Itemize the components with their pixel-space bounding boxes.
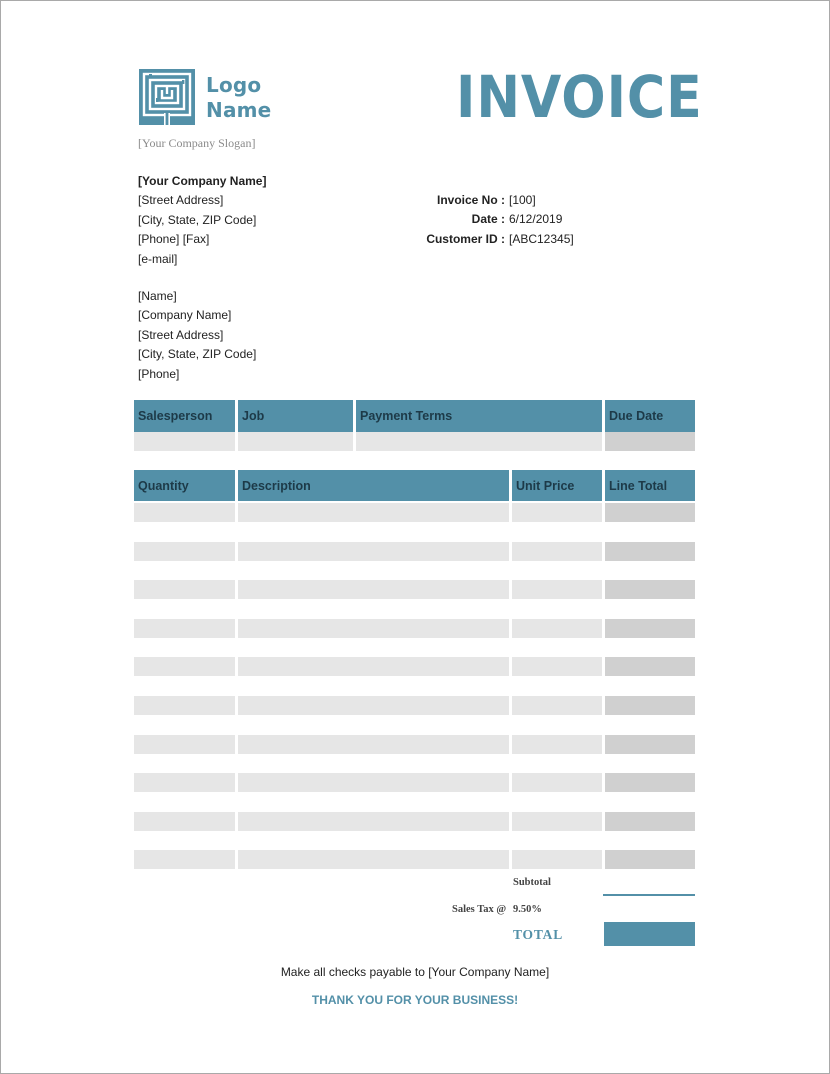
line-total-cell[interactable] — [605, 793, 695, 812]
quantity-cell[interactable] — [134, 522, 235, 541]
description-cell[interactable] — [238, 677, 509, 696]
header-payment-terms: Payment Terms — [356, 400, 602, 432]
quantity-cell[interactable] — [134, 831, 235, 850]
line-total-cell[interactable] — [605, 522, 695, 541]
quantity-cell[interactable] — [134, 619, 235, 638]
recipient-name: [Name] — [138, 289, 177, 303]
unit-price-cell[interactable] — [512, 677, 602, 696]
maze-logo-icon — [139, 69, 195, 125]
thank-you-note: THANK YOU FOR YOUR BUSINESS! — [311, 993, 519, 1007]
line-total-cell[interactable] — [605, 773, 695, 792]
quantity-cell[interactable] — [134, 561, 235, 580]
unit-price-cell[interactable] — [512, 773, 602, 792]
salesperson-cell[interactable] — [134, 432, 235, 451]
unit-price-cell[interactable] — [512, 715, 602, 734]
sender-company-name: [Your Company Name] — [138, 174, 267, 188]
line-total-cell[interactable] — [605, 831, 695, 850]
date-value: 6/12/2019 — [509, 212, 563, 227]
line-total-cell[interactable] — [605, 812, 695, 831]
quantity-cell[interactable] — [134, 657, 235, 676]
invoice-number-value: [100] — [509, 193, 536, 207]
job-cell[interactable] — [238, 432, 353, 451]
description-cell[interactable] — [238, 715, 509, 734]
sales-tax-rate[interactable]: 9.50% — [513, 904, 542, 915]
customer-id-label: Customer ID : — [426, 231, 505, 246]
unit-price-cell[interactable] — [512, 619, 602, 638]
line-total-cell[interactable] — [605, 677, 695, 696]
unit-price-cell[interactable] — [512, 831, 602, 850]
customer-id-row — [401, 230, 574, 249]
unit-price-cell[interactable] — [512, 522, 602, 541]
unit-price-cell[interactable] — [512, 754, 602, 773]
quantity-cell[interactable] — [134, 542, 235, 561]
description-cell[interactable] — [238, 793, 509, 812]
quantity-cell[interactable] — [134, 793, 235, 812]
total-value[interactable] — [604, 922, 695, 946]
unit-price-cell[interactable] — [512, 503, 602, 522]
due-date-cell[interactable] — [605, 432, 695, 451]
sender-street: [Street Address] — [138, 193, 224, 208]
description-cell[interactable] — [238, 561, 509, 580]
logo-line-1: Logo — [206, 73, 262, 97]
line-total-cell[interactable] — [605, 850, 695, 869]
unit-price-cell[interactable] — [512, 812, 602, 831]
header-quantity: Quantity — [134, 470, 235, 501]
logo-name — [206, 73, 271, 123]
description-cell[interactable] — [238, 638, 509, 657]
description-cell[interactable] — [238, 754, 509, 773]
payment-terms-cell[interactable] — [356, 432, 602, 451]
quantity-cell[interactable] — [134, 715, 235, 734]
date-label: Date : — [471, 212, 505, 227]
quantity-cell[interactable] — [134, 638, 235, 657]
description-cell[interactable] — [238, 812, 509, 831]
quantity-cell[interactable] — [134, 696, 235, 715]
subtotal-value[interactable] — [603, 894, 695, 896]
description-cell[interactable] — [238, 619, 509, 638]
unit-price-cell[interactable] — [512, 657, 602, 676]
line-total-cell[interactable] — [605, 561, 695, 580]
invoice-number-row — [401, 191, 574, 210]
quantity-cell[interactable] — [134, 580, 235, 599]
description-cell[interactable] — [238, 542, 509, 561]
quantity-cell[interactable] — [134, 600, 235, 619]
logo-line-2: Name — [206, 98, 272, 122]
invoice-title: INVOICE — [456, 63, 703, 131]
unit-price-cell[interactable] — [512, 638, 602, 657]
line-total-cell[interactable] — [605, 600, 695, 619]
line-total-cell[interactable] — [605, 735, 695, 754]
description-cell[interactable] — [238, 831, 509, 850]
line-total-cell[interactable] — [605, 580, 695, 599]
sender-address — [138, 172, 266, 269]
unit-price-cell[interactable] — [512, 735, 602, 754]
header-line-total: Line Total — [605, 470, 695, 501]
quantity-cell[interactable] — [134, 677, 235, 696]
line-total-cell[interactable] — [605, 542, 695, 561]
line-total-cell[interactable] — [605, 754, 695, 773]
description-cell[interactable] — [238, 522, 509, 541]
quantity-cell[interactable] — [134, 754, 235, 773]
subtotal-label: Subtotal — [513, 877, 551, 888]
header-job: Job — [238, 400, 353, 432]
quantity-cell[interactable] — [134, 850, 235, 869]
date-row — [401, 210, 574, 229]
sender-phone-fax: [Phone] [Fax] — [138, 232, 210, 247]
line-total-cell[interactable] — [605, 619, 695, 638]
unit-price-cell[interactable] — [512, 561, 602, 580]
payable-note: Make all checks payable to [Your Company Name] — [280, 965, 550, 979]
recipient-address — [138, 287, 256, 384]
unit-price-cell[interactable] — [512, 600, 602, 619]
description-cell[interactable] — [238, 773, 509, 792]
quantity-cell[interactable] — [134, 503, 235, 522]
description-cell[interactable] — [238, 657, 509, 676]
header-due-date: Due Date — [605, 400, 695, 432]
description-cell[interactable] — [238, 850, 509, 869]
unit-price-cell[interactable] — [512, 850, 602, 869]
recipient-phone: [Phone] — [138, 366, 180, 381]
description-cell[interactable] — [238, 580, 509, 599]
header-unit-price: Unit Price — [512, 470, 602, 501]
sender-email: [e-mail] — [138, 251, 178, 266]
recipient-street: [Street Address] — [138, 327, 224, 342]
sender-city: [City, State, ZIP Code] — [138, 212, 257, 227]
description-cell[interactable] — [238, 503, 509, 522]
quantity-cell[interactable] — [134, 735, 235, 754]
quantity-cell[interactable] — [134, 812, 235, 831]
total-label: TOTAL — [513, 927, 564, 942]
header-salesperson: Salesperson — [134, 400, 235, 432]
invoice-meta — [401, 191, 574, 249]
invoice-number-label: Invoice No : — [436, 193, 505, 207]
description-cell[interactable] — [238, 696, 509, 715]
line-total-cell[interactable] — [605, 638, 695, 657]
sales-tax-label: Sales Tax @ — [452, 904, 507, 915]
unit-price-cell[interactable] — [512, 542, 602, 561]
unit-price-cell[interactable] — [512, 793, 602, 812]
unit-price-cell[interactable] — [512, 696, 602, 715]
line-total-cell[interactable] — [605, 696, 695, 715]
unit-price-cell[interactable] — [512, 580, 602, 599]
customer-id-value: [ABC12345] — [509, 231, 574, 246]
quantity-cell[interactable] — [134, 773, 235, 792]
recipient-city: [City, State, ZIP Code] — [138, 347, 257, 362]
description-cell[interactable] — [238, 735, 509, 754]
header-description: Description — [238, 470, 509, 501]
line-total-cell[interactable] — [605, 657, 695, 676]
line-total-cell[interactable] — [605, 503, 695, 522]
line-total-cell[interactable] — [605, 715, 695, 734]
recipient-company-name: [Company Name] — [138, 308, 232, 323]
company-slogan: [Your Company Slogan] — [138, 136, 256, 150]
description-cell[interactable] — [238, 600, 509, 619]
